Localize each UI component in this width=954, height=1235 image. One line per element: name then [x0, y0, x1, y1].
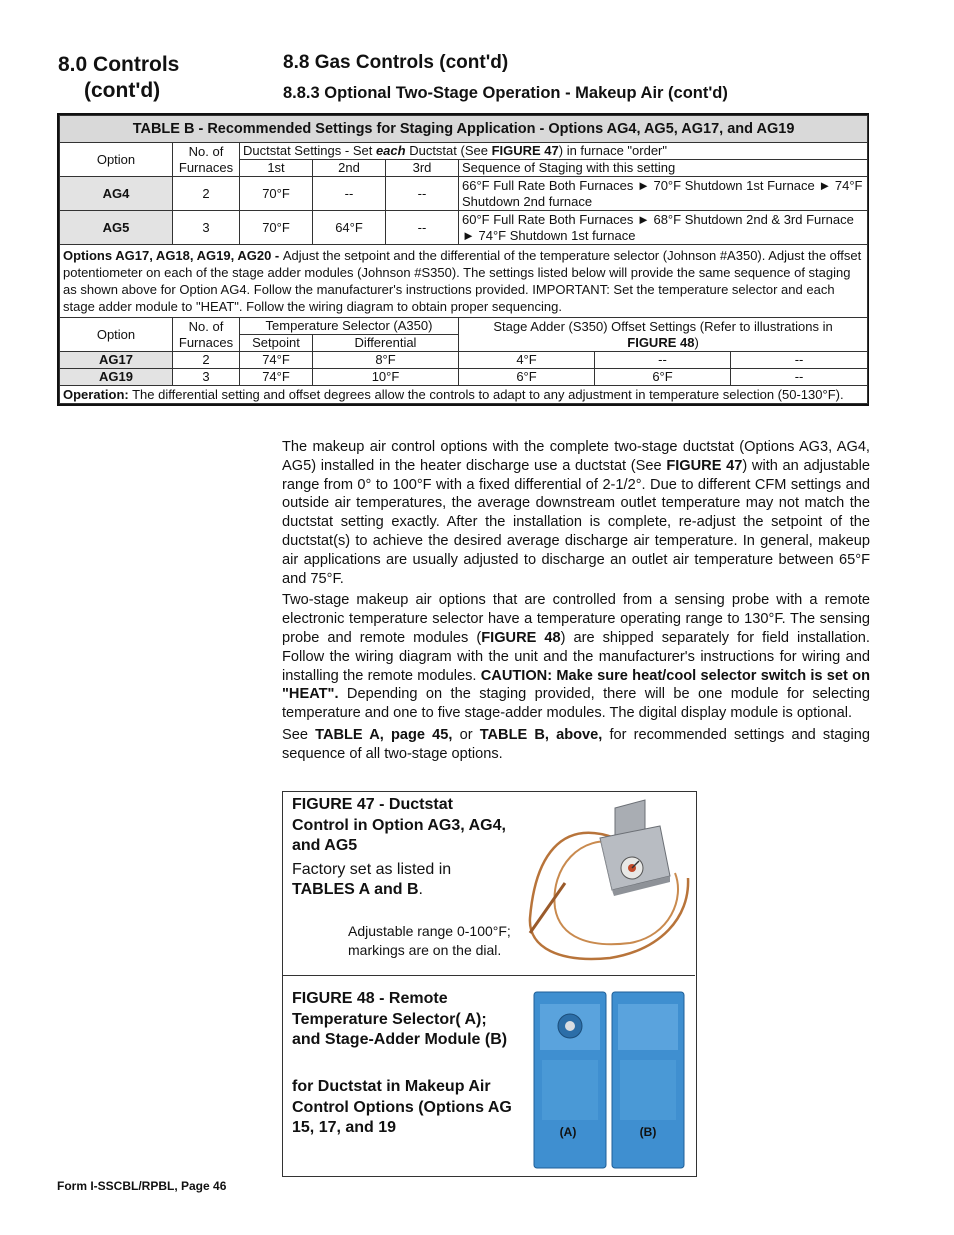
table-b [57, 113, 869, 406]
body-paragraph-3 [282, 726, 870, 764]
p3-or: or [452, 726, 480, 743]
cell-sequence: 66°F Full Rate Both Furnaces ► 70°F Shutdown 1st Furnace ► 74°F Shutdown 2nd furnace [459, 177, 868, 211]
stage-adder-close: ) [694, 334, 699, 350]
col-header-stage-adder [459, 318, 868, 352]
p3-table-a-ref: TABLE A, page 45, [315, 726, 453, 743]
module-a-label: (A) [559, 1125, 577, 1139]
cell-offset-1: 4°F [459, 352, 595, 369]
cell-offset-3: -- [731, 352, 868, 369]
ductstat-each: each [375, 143, 406, 158]
modules-image [532, 990, 686, 1170]
fig47-note-b: TABLES A and B [292, 881, 419, 898]
section-title-line1: 8.0 Controls [58, 53, 180, 76]
p2-b: ) are shipped separately for field installation. Follow the wiring diagram with the unit and the manufacturer's instructions for wiring and installing the remote modules. [282, 629, 870, 684]
p3-a: See [282, 726, 316, 743]
col-header-ductstat [240, 143, 868, 160]
col-header-temp-selector: Temperature Selector (A350) [240, 318, 459, 335]
operation-note [60, 386, 868, 404]
p2-a: Two-stage makeup air options that are controlled from a sensing probe with a remote electronic temperature selector have a temperature operating range to 130°F. The sensing probe and remote modules ( [282, 592, 870, 646]
figure-47-note [292, 860, 522, 900]
p2-c: Depending on the staging provided, there will be one module for selecting temperature and one to five stage-adder modules. The digital display module is optional. [282, 686, 870, 722]
col-header-no-of: No. of [188, 143, 224, 159]
heading-two-stage-operation: 8.8.3 Optional Two-Stage Operation - Makeup Air (cont'd) [283, 84, 728, 102]
heading-gas-controls: 8.8 Gas Controls (cont'd) [283, 52, 509, 73]
table-row-ag19 [60, 369, 868, 386]
cell-1st: 70°F [240, 177, 313, 211]
cell-differential: 8°F [313, 352, 459, 369]
p3-table-b-ref: TABLE B, above, [479, 726, 603, 743]
page-footer: Form I-SSCBL/RPBL, Page 46 [57, 1179, 227, 1193]
cell-furnaces: 3 [173, 369, 240, 386]
ductstat-post: ) in furnace "order" [558, 143, 667, 158]
options-para-bold: Options AG17, AG18, AG19, AG20 - [63, 248, 283, 263]
operation-text: The differential setting and offset degrees allow the controls to adapt to any adjustment in temperature selection (50-130°F). [128, 387, 844, 402]
fig47-note-a: Factory set as listed in [292, 861, 452, 878]
body-paragraph-1 [282, 438, 870, 588]
module-b-label: (B) [639, 1125, 657, 1139]
col-header-furnaces-label-b: Furnaces [178, 334, 234, 350]
ductstat-fig-ref: FIGURE 47 [491, 143, 559, 158]
cell-offset-3: -- [731, 369, 868, 386]
figure-47-range: Adjustable range 0-100°F; markings are on the dial. [348, 923, 511, 958]
body-text [282, 438, 870, 767]
col-header-furnaces-b [173, 318, 240, 352]
section-title [58, 52, 179, 104]
cell-furnaces: 3 [173, 211, 240, 245]
col-header-furnaces [173, 143, 240, 177]
p1-b: ) with an adjustable range from 0° to 100°F with a fixed differential of 2-1/2°. Due to different CFM settings and outside air temperatures, the average downstream outlet temperature may not match the ductstat setting exactly. After the installation is complete, re-adjust the setpoint of the ductstat(s) to achieve the desired average discharge air temperature. In general, makeup air applications are usually adjusted to discharge an outlet air temperature between 65°F and 75°F. [282, 457, 870, 587]
cell-option: AG4 [60, 177, 173, 211]
cell-sequence: 60°F Full Rate Both Furnaces ► 68°F Shutdown 2nd & 3rd Furnace ► 74°F Shutdown 1st furnace [459, 211, 868, 245]
cell-option: AG19 [60, 369, 173, 386]
figure-48-title: FIGURE 48 - Remote Temperature Selector( A); and Stage-Adder Module (B) [292, 990, 508, 1049]
fig47-note-c: . [418, 881, 423, 898]
ductstat-mid: Ductstat (See [405, 143, 492, 158]
p2-fig-ref: FIGURE 48 [481, 629, 561, 646]
col-header-furnaces-label: Furnaces [178, 159, 234, 175]
cell-2nd: 64°F [313, 211, 386, 245]
table-row-ag17 [60, 352, 868, 369]
table-row-ag4 [60, 177, 868, 211]
cell-furnaces: 2 [173, 352, 240, 369]
cell-3rd: -- [386, 177, 459, 211]
col-header-no-of-b: No. of [188, 318, 224, 334]
options-para-text: Adjust the setpoint and the differential of the temperature selector (Johnson #A350). Adjust the offset potentiometer on each of the stage adder modules (Johnson #S350). The settings listed below will provide the same sequence of staging as shown above for Option AG4. Follow the manufacturer's instructions provided. IMPORTANT: Set the temperature selector and each stage adder module to "HEAT". Follow the wiring diagram to obtain proper sequencing. [63, 248, 862, 314]
cell-differential: 10°F [313, 369, 459, 386]
ductstat-pre: Ductstat Settings - Set [243, 143, 376, 158]
cell-offset-1: 6°F [459, 369, 595, 386]
col-header-2nd: 2nd [313, 160, 386, 177]
section-title-line2: (cont'd) [84, 79, 161, 102]
col-header-differential: Differential [313, 335, 459, 352]
table-title: TABLE B - Recommended Settings for Staging Application - Options AG4, AG5, AG17, and AG19 [60, 116, 868, 143]
cell-option: AG5 [60, 211, 173, 245]
figure-47-title: FIGURE 47 - Ductstat Control in Option AG3, AG4, and AG5 [292, 796, 506, 855]
cell-setpoint: 74°F [240, 369, 313, 386]
cell-offset-2: 6°F [595, 369, 731, 386]
col-header-option: Option [60, 143, 173, 177]
table-row-ag5 [60, 211, 868, 245]
cell-1st: 70°F [240, 211, 313, 245]
col-header-setpoint: Setpoint [240, 335, 313, 352]
col-header-option-b: Option [60, 318, 173, 352]
options-paragraph [60, 245, 868, 318]
figure-divider [283, 975, 695, 976]
figure-48-subtitle: for Ductstat in Makeup Air Control Options (Options AG 15, 17, and 19 [292, 1078, 512, 1137]
cell-setpoint: 74°F [240, 352, 313, 369]
ductstat-image [520, 798, 695, 973]
cell-offset-2: -- [595, 352, 731, 369]
col-header-3rd: 3rd [386, 160, 459, 177]
body-paragraph-2 [282, 591, 870, 723]
p2-caution: CAUTION: Make sure heat/cool selector switch is set on "HEAT". [282, 667, 870, 703]
cell-option: AG17 [60, 352, 173, 369]
stage-adder-fig-ref: FIGURE 48 [627, 334, 695, 350]
cell-3rd: -- [386, 211, 459, 245]
p1-a: The makeup air control options with the complete two-stage ductstat (Options AG3, AG4, AG5) installed in the heater discharge use a ductstat (See [282, 439, 870, 474]
col-header-sequence: Sequence of Staging with this setting [459, 160, 868, 177]
stage-adder-text: Stage Adder (S350) Offset Settings (Refer to illustrations in [493, 318, 833, 334]
operation-bold: Operation: [63, 387, 129, 402]
cell-2nd: -- [313, 177, 386, 211]
col-header-1st: 1st [240, 160, 313, 177]
p1-fig-ref: FIGURE 47 [666, 457, 743, 474]
p3-b: for recommended settings and staging sequence of all two-stage options. [282, 726, 870, 762]
cell-furnaces: 2 [173, 177, 240, 211]
